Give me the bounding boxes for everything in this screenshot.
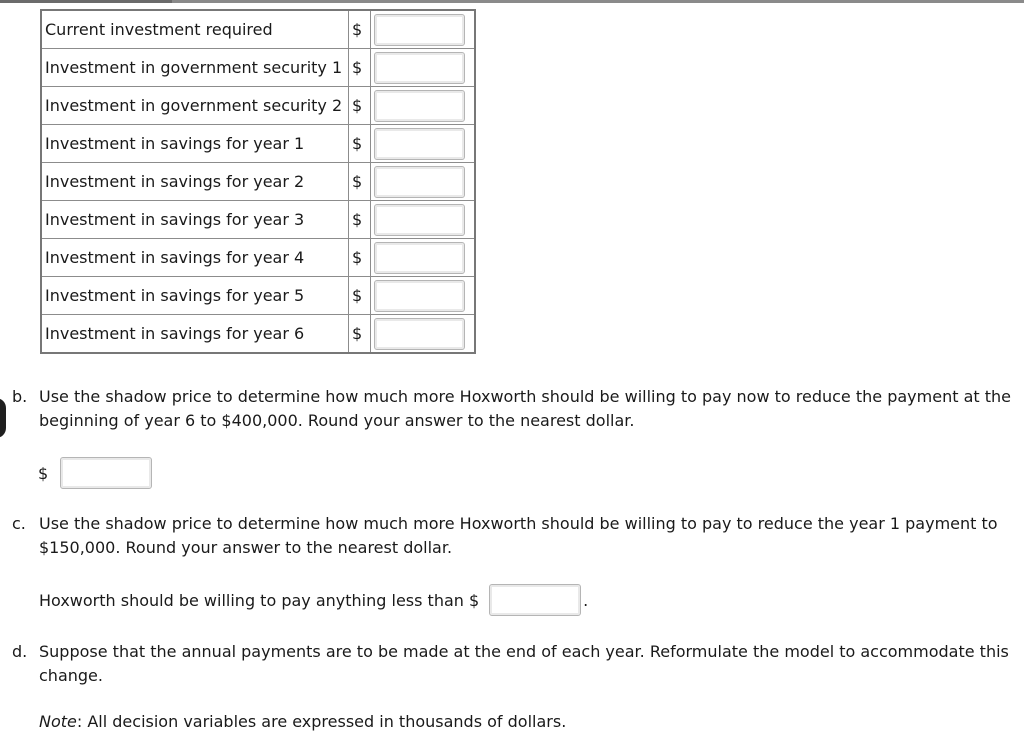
government-security-1-input[interactable] xyxy=(374,52,465,84)
row-label: Investment in savings for year 3 xyxy=(41,201,349,239)
row-label: Investment in savings for year 6 xyxy=(41,315,349,354)
row-label: Investment in government security 1 xyxy=(41,49,349,87)
row-label: Investment in savings for year 1 xyxy=(41,125,349,163)
table-row xyxy=(41,49,475,87)
table-row xyxy=(41,10,475,49)
table-row xyxy=(41,201,475,239)
currency-symbol: $ xyxy=(349,125,371,163)
answer-suffix: . xyxy=(583,590,589,610)
savings-year-2-input[interactable] xyxy=(374,166,465,198)
table-row xyxy=(41,315,475,354)
note-text: : All decision variables are expressed in thousands of dollars. xyxy=(76,712,567,731)
table-row xyxy=(41,239,475,277)
savings-year-4-input[interactable] xyxy=(374,242,465,274)
row-label: Investment in government security 2 xyxy=(41,87,349,125)
current-investment-input[interactable] xyxy=(374,14,465,46)
note-label: Note xyxy=(39,712,77,731)
question-c-text: Use the shadow price to determine how much more Hoxworth should be willing to pay to reduce the year 1 payment to $150,000. Round your answer to the nearest dollar. xyxy=(39,514,998,557)
currency-symbol: $ xyxy=(349,277,371,315)
answer-prefix: Hoxworth should be willing to pay anything less than $ xyxy=(39,590,480,610)
table-row xyxy=(41,163,475,201)
currency-symbol: $ xyxy=(349,201,371,239)
question-b-text: Use the shadow price to determine how much more Hoxworth should be willing to pay now to reduce the payment at the beginning of year 6 to $400,000. Round your answer to the nearest dollar. xyxy=(39,387,1011,430)
question-b-answer xyxy=(38,457,152,489)
currency-symbol: $ xyxy=(349,163,371,201)
row-label: Investment in savings for year 5 xyxy=(41,277,349,315)
savings-year-3-input[interactable] xyxy=(374,204,465,236)
government-security-2-input[interactable] xyxy=(374,90,465,122)
question-d-letter: d. xyxy=(12,642,28,661)
shadow-price-year6-input[interactable] xyxy=(60,457,152,489)
question-d-text: Suppose that the annual payments are to be made at the end of each year. Reformulate the model to accommodate this change. xyxy=(39,642,1009,685)
currency-symbol: $ xyxy=(349,239,371,277)
note xyxy=(39,712,566,731)
question-b-letter: b. xyxy=(12,387,28,406)
row-label: Current investment required xyxy=(41,10,349,49)
row-label: Investment in savings for year 4 xyxy=(41,239,349,277)
top-divider-accent xyxy=(0,0,172,3)
investment-table xyxy=(40,9,476,354)
currency-symbol: $ xyxy=(38,463,49,483)
shadow-price-year1-input[interactable] xyxy=(489,584,581,616)
side-scroll-marker xyxy=(0,398,6,438)
savings-year-5-input[interactable] xyxy=(374,280,465,312)
question-c-answer xyxy=(39,584,588,616)
currency-symbol: $ xyxy=(349,315,371,354)
row-label: Investment in savings for year 2 xyxy=(41,163,349,201)
question-c-letter: c. xyxy=(12,514,26,533)
table-row xyxy=(41,277,475,315)
savings-year-1-input[interactable] xyxy=(374,128,465,160)
currency-symbol: $ xyxy=(349,10,371,49)
savings-year-6-input[interactable] xyxy=(374,318,465,350)
currency-symbol: $ xyxy=(349,49,371,87)
currency-symbol: $ xyxy=(349,87,371,125)
table-row xyxy=(41,125,475,163)
table-row xyxy=(41,87,475,125)
